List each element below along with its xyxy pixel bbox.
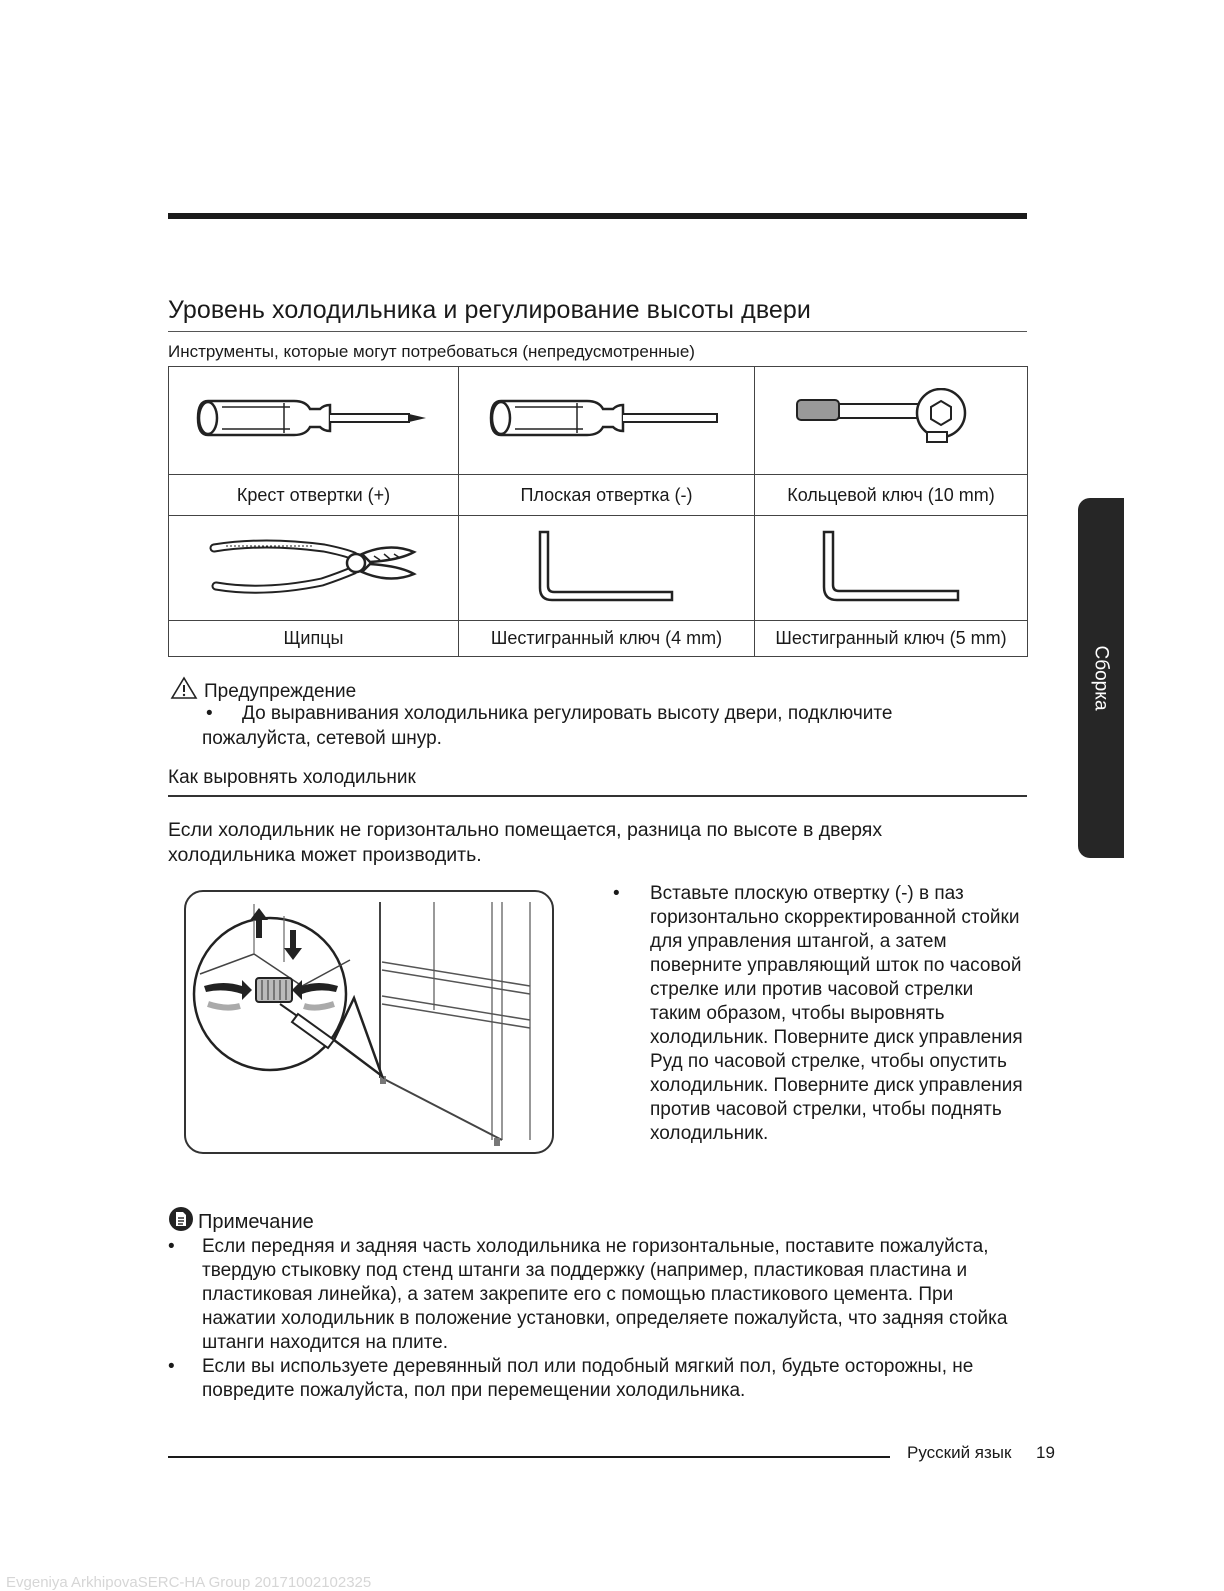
tool-image-cell <box>459 516 755 621</box>
leveling-instruction <box>613 882 1023 1146</box>
note-text: Если передняя и задняя часть холодильника не горизонтальные, поставите пожалуйста, твердую стыковку под стенд штанги за поддержку (например, пластиковая пластина и пластиковая линейка), а затем закрепите его с помощью пластикового цемента. При нажатии холодильник в положение установки, определяете пожалуйста, что задняя стойка штанги находится на плите. <box>202 1236 1008 1353</box>
leveling-intro: Если холодильник не горизонтально помещается, разница по высоте в дверях холодильника может производить. <box>168 819 883 866</box>
tools-caption: Инструменты, которые могут потребоваться (непредусмотренные) <box>168 342 695 361</box>
phillips-screwdriver-icon <box>194 393 434 443</box>
document-stamp: Evgeniya ArkhipovaSERC-HA Group 20171002102325 <box>6 1574 372 1591</box>
note-list <box>168 1235 1018 1403</box>
pliers-icon <box>204 526 424 606</box>
tool-label: Плоская отвертка (-) <box>459 475 755 516</box>
tool-label: Шестигранный ключ (4 mm) <box>459 621 755 657</box>
bullet: • <box>168 1236 175 1257</box>
tool-label: Кольцевой ключ (10 mm) <box>755 475 1028 516</box>
tool-label: Шестигранный ключ (5 mm) <box>755 621 1028 657</box>
side-tab-label: Сборка <box>1091 645 1113 711</box>
tool-label: Крест отвертки (+) <box>169 475 459 516</box>
warning-line-2: пожалуйста, сетевой шнур. <box>202 728 442 749</box>
warning-line-1: До выравнивания холодильника регулировать высоту двери, подключите <box>242 703 893 724</box>
hex-key-icon <box>816 526 966 606</box>
section-side-tab <box>1078 498 1124 858</box>
top-rule <box>168 213 1027 219</box>
footer-language: Русский язык <box>907 1443 1012 1462</box>
tool-label: Щипцы <box>169 621 459 657</box>
title-divider <box>168 331 1027 332</box>
instruction-text: Вставьте плоскую отвертку (-) в паз горизонтально скорректированной стойки для управления штангой, а затем поверните управляющий шток по часовой стрелке или против часовой стрелки таким образом, чтобы выровнять холодильник. Поверните диск управления Руд по часовой стрелке, чтобы опустить холодильник. Поверните диск управления против часовой стрелки, чтобы поднять холодильник. <box>650 883 1023 1144</box>
section-title: Как выровнять холодильник <box>168 767 416 788</box>
tool-image-cell <box>755 516 1028 621</box>
bullet: • <box>206 703 213 724</box>
note-text: Если вы используете деревянный пол или подобный мягкий пол, будьте осторожны, не повредите пожалуйста, пол при перемещении холодильника. <box>202 1356 974 1401</box>
note-heading <box>168 1206 314 1234</box>
leveling-diagram <box>184 890 554 1154</box>
note-item <box>168 1235 1018 1355</box>
tools-table <box>168 366 1028 657</box>
note-icon <box>168 1206 194 1232</box>
section-divider <box>168 795 1027 797</box>
warning-title: Предупреждение <box>204 681 357 702</box>
tool-image-cell <box>755 367 1028 475</box>
tool-image-cell <box>169 516 459 621</box>
bullet: • <box>168 1356 175 1377</box>
page-number: 19 <box>1036 1443 1055 1462</box>
bullet: • <box>613 883 620 904</box>
note-title: Примечание <box>198 1211 314 1233</box>
tool-image-cell <box>459 367 755 475</box>
warning-icon <box>170 676 198 700</box>
footer-rule <box>168 1456 890 1458</box>
warning-heading <box>170 676 356 703</box>
tool-image-cell <box>169 367 459 475</box>
flat-screwdriver-icon <box>487 393 727 443</box>
ring-wrench-icon <box>791 388 991 448</box>
warning-text <box>202 701 1022 751</box>
page-title: Уровень холодильника и регулирование высоты двери <box>168 296 811 324</box>
hex-key-icon <box>532 526 682 606</box>
note-item <box>168 1355 1018 1403</box>
